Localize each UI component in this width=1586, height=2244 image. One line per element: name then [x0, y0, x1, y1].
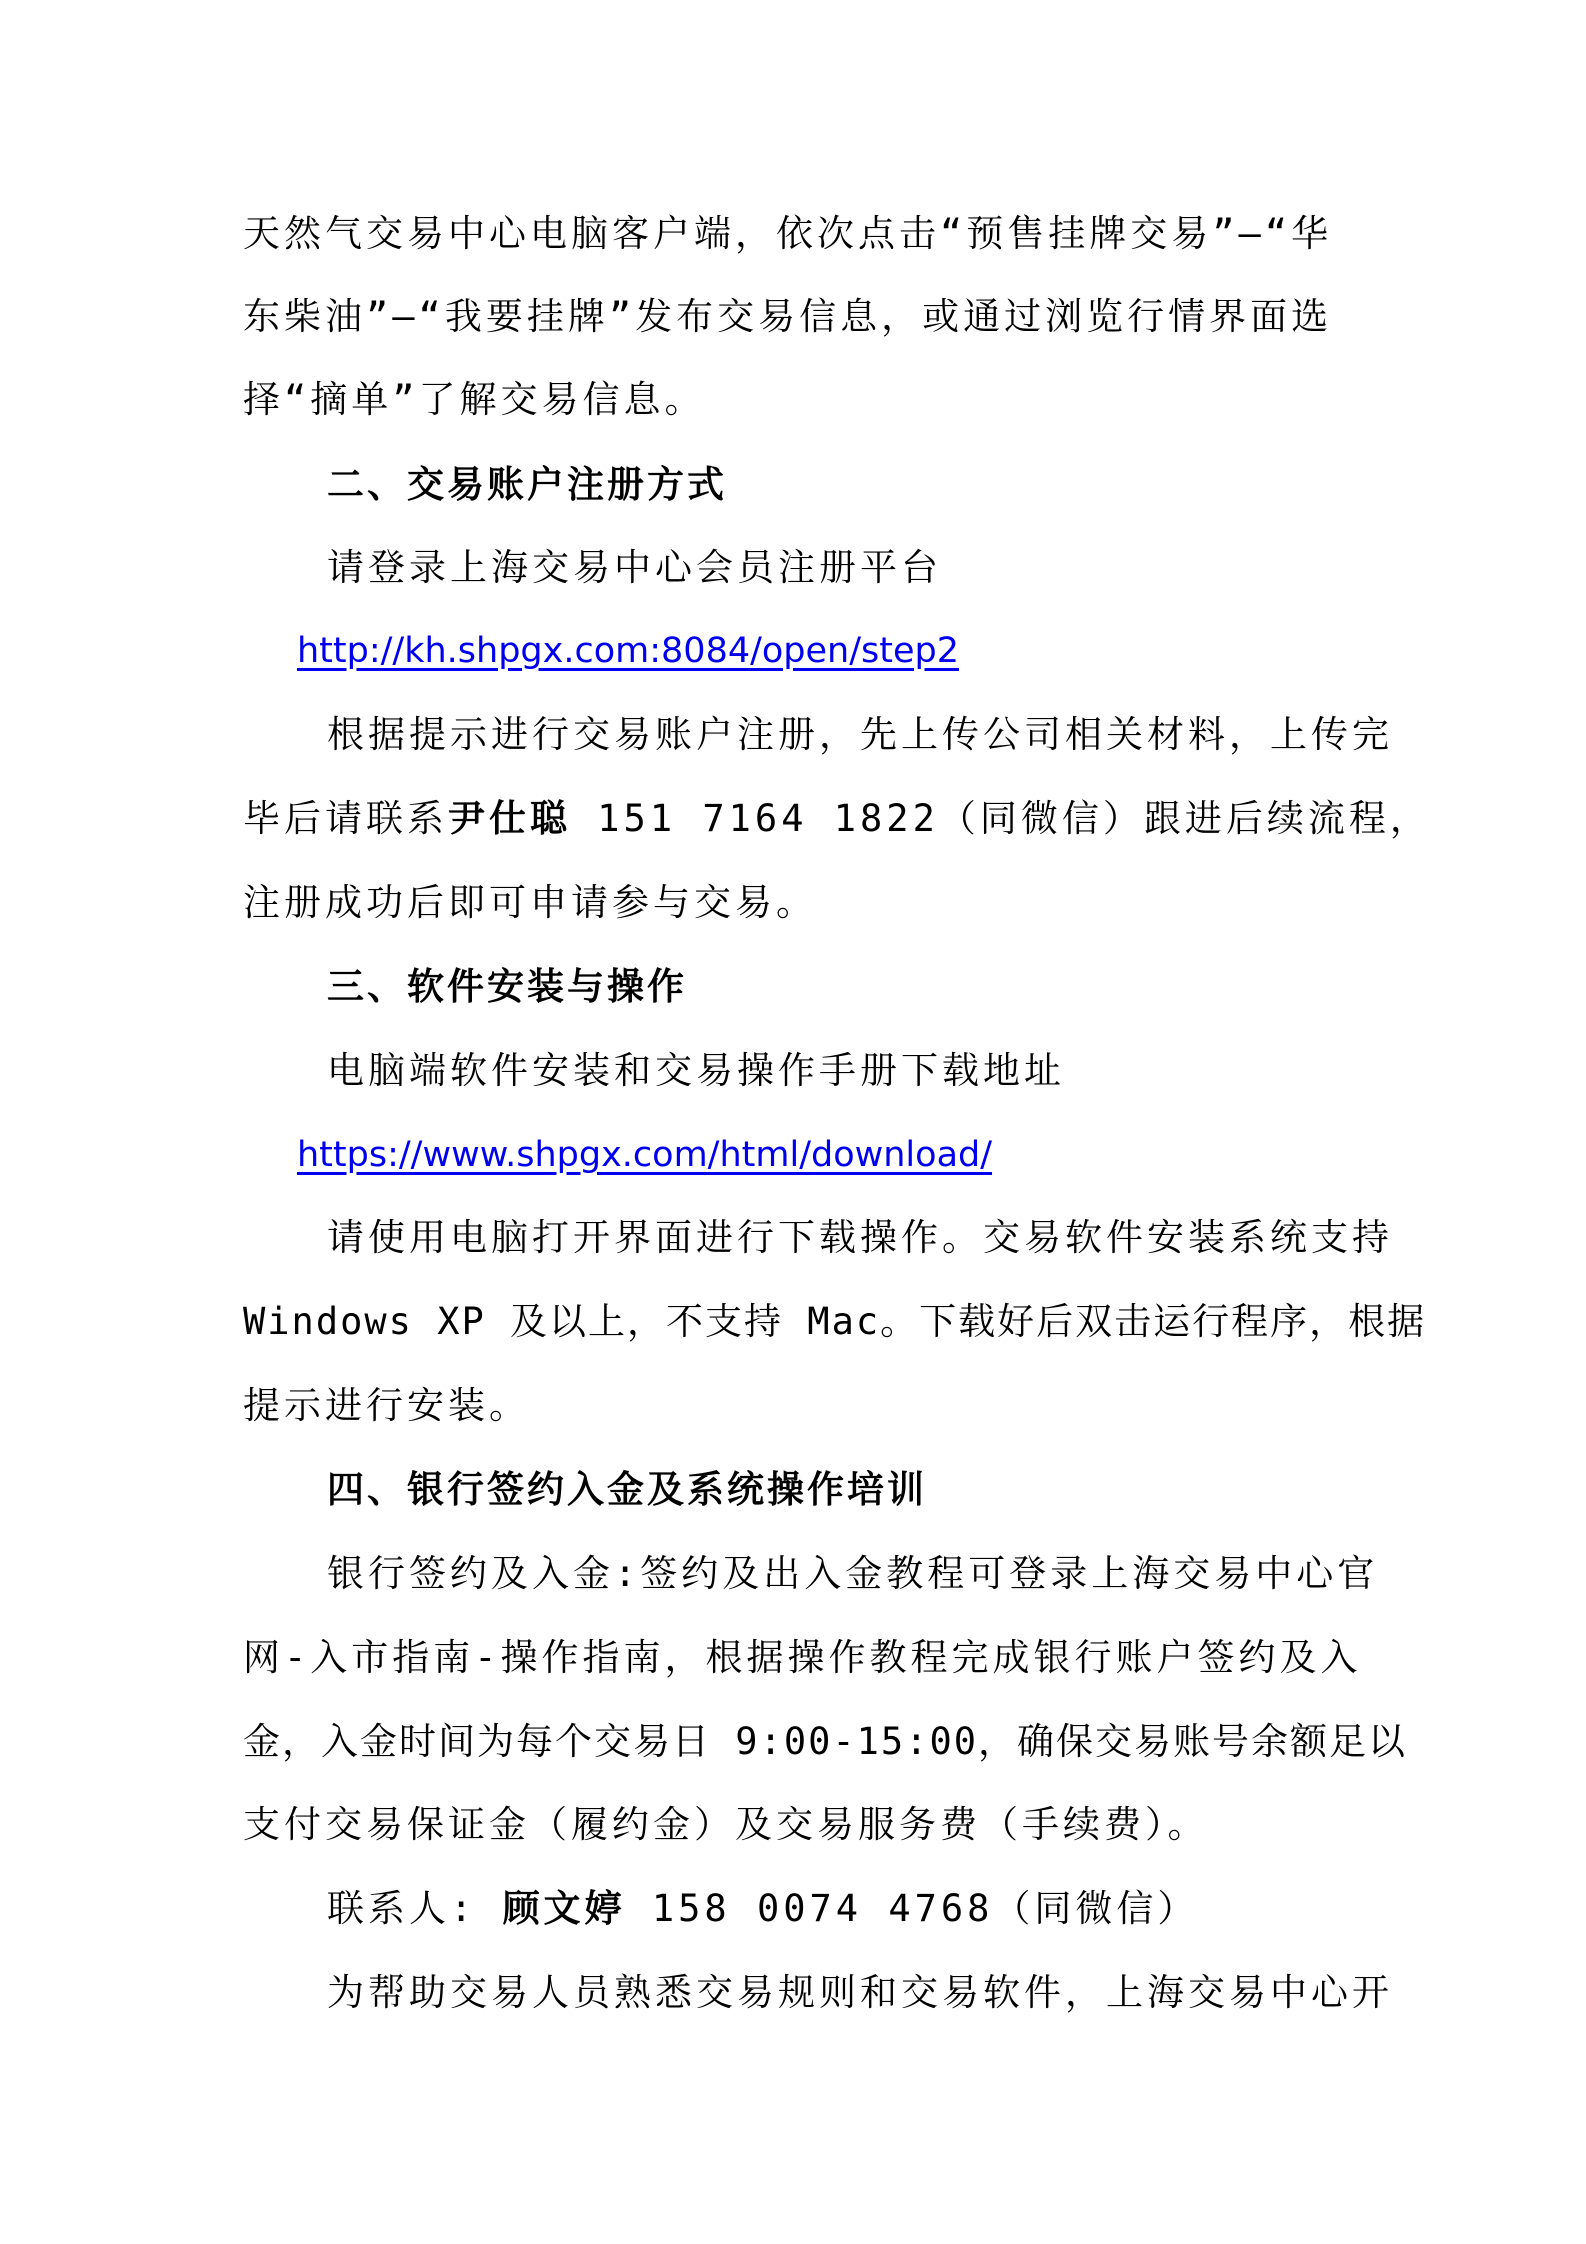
- paragraph-line: [327, 1884, 1198, 1934]
- paragraph-line: 请使用电脑打开界面进行下载操作。交易软件安装系统支持: [327, 1216, 1393, 1259]
- paragraph-line: 为帮助交易人员熟悉交易规则和交易软件，上海交易中心开: [327, 1971, 1393, 2014]
- paragraph-line: 电脑端软件安装和交易操作手册下载地址: [327, 1049, 1065, 1092]
- contact-name: 尹仕聪: [448, 797, 571, 840]
- paragraph-line: 网-入市指南-操作指南，根据操作教程完成银行账户签约及入: [243, 1636, 1362, 1679]
- paragraph-line: 东柴油”—“我要挂牌”发布交易信息，或通过浏览行情界面选: [243, 295, 1333, 338]
- contact-name: 顾文婷: [502, 1887, 626, 1930]
- download-link[interactable]: https://www.shpgx.com/html/download/: [297, 1135, 993, 1175]
- section-heading: 四、银行签约入金及系统操作培训: [327, 1468, 927, 1511]
- text-segment: 联系人:: [327, 1887, 503, 1930]
- text-segment: 158 0074 4768（同微信）: [625, 1887, 1199, 1930]
- text-segment: 毕后请联系: [243, 797, 448, 840]
- section-heading: 二、交易账户注册方式: [327, 463, 727, 506]
- paragraph-line: 金，入金时间为每个交易日 9:00-15:00，确保交易账号余额足以: [243, 1720, 1408, 1763]
- paragraph-line: Windows XP 及以上，不支持 Mac。下载好后双击运行程序，根据: [243, 1300, 1427, 1343]
- registration-link[interactable]: http://kh.shpgx.com:8084/open/step2: [297, 631, 960, 671]
- paragraph-line: 请登录上海交易中心会员注册平台: [327, 546, 942, 589]
- paragraph-line: [243, 794, 1431, 844]
- paragraph-line: 支付交易保证金（履约金）及交易服务费（手续费）。: [243, 1803, 1209, 1846]
- paragraph-line: 择“摘单”了解交易信息。: [243, 378, 706, 421]
- section-heading: 三、软件安装与操作: [327, 965, 687, 1008]
- paragraph-line: 根据提示进行交易账户注册，先上传公司相关材料，上传完: [327, 713, 1393, 756]
- paragraph-line: 银行签约及入金:签约及出入金教程可登录上海交易中心官: [327, 1552, 1379, 1595]
- paragraph-line: 注册成功后即可申请参与交易。: [243, 881, 817, 924]
- paragraph-line: 天然气交易中心电脑客户端，依次点击“预售挂牌交易”—“华: [243, 212, 1333, 255]
- paragraph-line: 提示进行安装。: [243, 1384, 530, 1427]
- text-segment: 151 7164 1822（同微信）跟进后续流程，: [571, 797, 1431, 840]
